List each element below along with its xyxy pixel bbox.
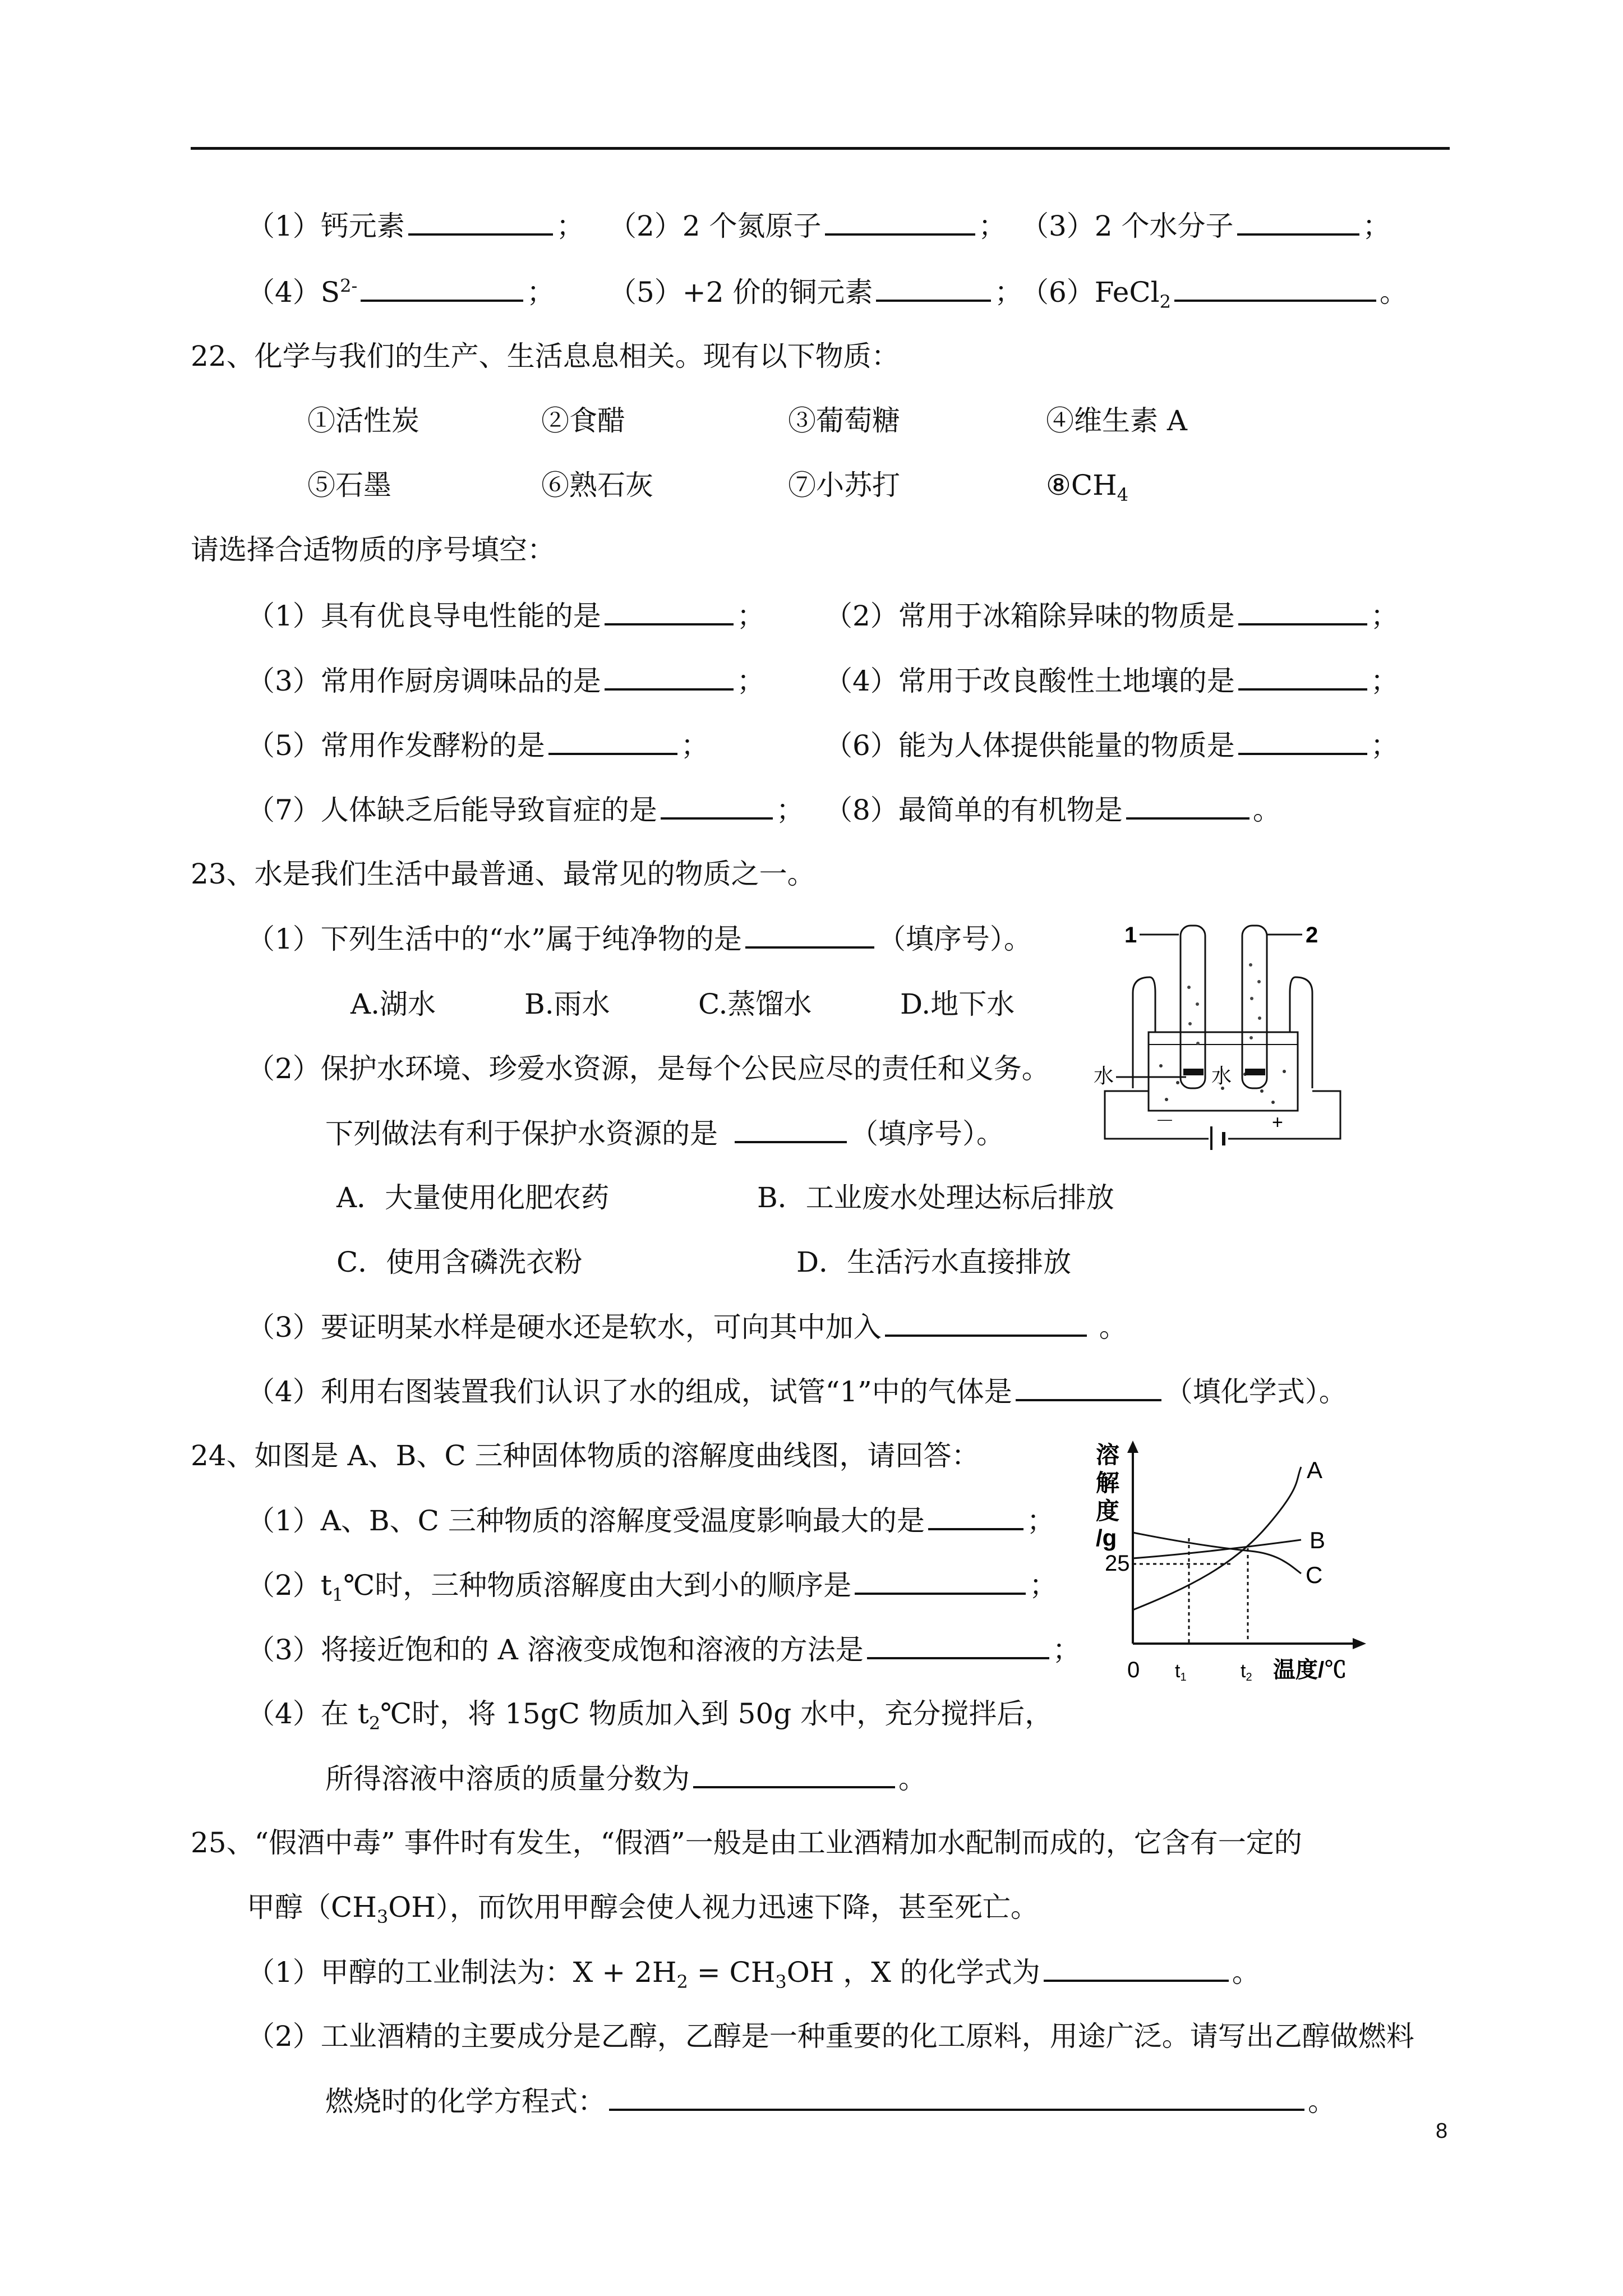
x-axis-label: 温度/℃ xyxy=(1273,1658,1347,1682)
curve-c-label: C xyxy=(1306,1562,1323,1588)
y-tick-25: 25 xyxy=(1105,1551,1130,1576)
answer-blank[interactable] xyxy=(1238,599,1367,625)
curve-c xyxy=(1133,1533,1301,1573)
answer-blank[interactable] xyxy=(361,275,523,302)
answer-blank[interactable] xyxy=(548,728,677,755)
answer-blank[interactable] xyxy=(1238,664,1367,691)
q22-item-4: ④维生素 A xyxy=(1046,404,1188,437)
tube-2-label: 2 xyxy=(1306,923,1318,947)
answer-blank[interactable] xyxy=(825,209,975,236)
answer-blank[interactable] xyxy=(867,1632,1049,1659)
water-label-middle: 水 xyxy=(1211,1064,1232,1087)
answer-blank[interactable] xyxy=(408,209,553,236)
answer-blank[interactable] xyxy=(1174,275,1376,302)
tube-1-label: 1 xyxy=(1124,923,1137,947)
q21-row1: （1）钙元素 ； xyxy=(247,210,584,242)
q23-title: 23、水是我们生活中最普通、最常见的物质之一。 xyxy=(191,858,815,890)
answer-blank[interactable] xyxy=(928,1503,1023,1530)
header-rule xyxy=(191,147,1450,150)
t2-label: t2 xyxy=(1241,1660,1252,1683)
curve-b-label: B xyxy=(1310,1527,1326,1553)
answer-blank[interactable] xyxy=(885,1310,1087,1337)
answer-blank[interactable] xyxy=(605,664,734,691)
q24-title: 24、如图是 A、B、C 三种固体物质的溶解度曲线图，请回答： xyxy=(191,1439,980,1472)
t1-label: t1 xyxy=(1175,1660,1187,1683)
q22-item-3: ③葡萄糖 xyxy=(788,404,900,437)
answer-blank[interactable] xyxy=(735,1116,847,1143)
water-label: 水 xyxy=(1094,1064,1114,1087)
q22-item-8: $⑧CH_4$ xyxy=(1046,469,1129,505)
q22-item-2: ②食醋 xyxy=(541,404,625,437)
q22-item-7: ⑦小苏打 xyxy=(788,469,900,501)
answer-blank[interactable] xyxy=(1126,793,1249,820)
curve-b xyxy=(1133,1540,1301,1558)
q25-title: 25、“假酒中毒” 事件时有发生，“假酒”一般是由工业酒精加水配制而成的，它含有一定的 xyxy=(191,1826,1302,1859)
y-axis-label-1: 溶 xyxy=(1096,1442,1120,1468)
y-axis-label-4: /g xyxy=(1096,1525,1117,1551)
electrolysis-figure xyxy=(1094,914,1352,1150)
origin-label: 0 xyxy=(1127,1658,1140,1682)
answer-blank[interactable] xyxy=(745,922,874,949)
answer-blank[interactable] xyxy=(693,1761,895,1788)
q22-item-1: ①活性炭 xyxy=(307,404,419,437)
plus-sign: + xyxy=(1272,1112,1283,1133)
answer-blank[interactable] xyxy=(661,793,773,820)
q22-item-6: ⑥熟石灰 xyxy=(541,469,653,501)
minus-sign: － xyxy=(1155,1111,1174,1132)
answer-blank[interactable] xyxy=(876,275,991,302)
answer-blank[interactable] xyxy=(1237,209,1359,236)
q22-item-5: ⑤石墨 xyxy=(307,469,391,501)
answer-blank[interactable] xyxy=(609,2084,1304,2111)
q22-instruction: 请选择合适物质的序号填空： xyxy=(191,533,555,566)
q22-title: 22、化学与我们的生产、生活息息相关。现有以下物质： xyxy=(191,340,900,372)
y-axis-label-3: 度 xyxy=(1096,1498,1120,1524)
answer-blank[interactable] xyxy=(855,1568,1026,1595)
y-axis-label-2: 解 xyxy=(1096,1470,1120,1496)
solubility-graph xyxy=(1094,1436,1374,1683)
answer-blank[interactable] xyxy=(1238,728,1367,755)
answer-blank[interactable] xyxy=(605,599,734,625)
q21-row2: $(4)S^{2-}$ ； xyxy=(247,275,555,309)
answer-blank[interactable] xyxy=(1044,1955,1229,1982)
page-number: 8 xyxy=(1436,2119,1448,2143)
curve-a xyxy=(1133,1467,1301,1610)
answer-blank[interactable] xyxy=(1016,1374,1161,1401)
curve-a-label: A xyxy=(1307,1457,1323,1483)
